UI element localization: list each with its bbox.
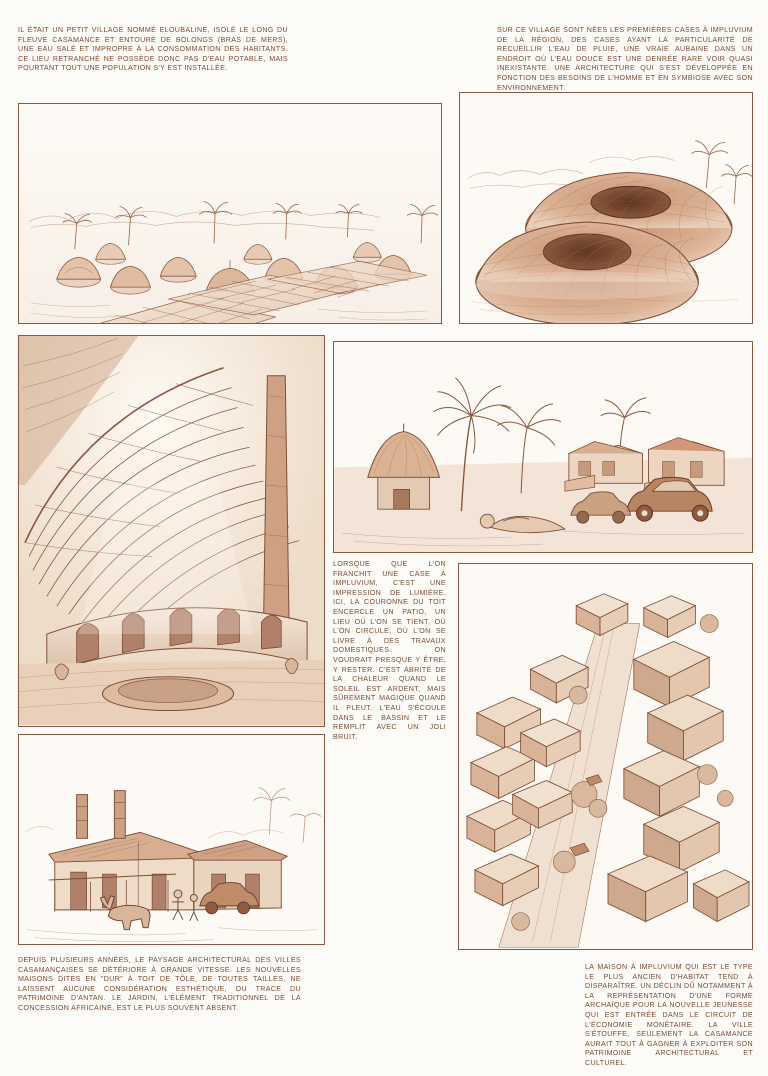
city-aerial-drawing <box>459 564 752 948</box>
panel-cases-impluvium <box>459 92 753 324</box>
bottom-right-text: LA MAISON À IMPLUVIUM QUI EST LE TYPE LE PLUS ANCIEN D'HABITAT TEND À DISPARAÎTRE. UN DÉCLIN DÛ NOTAMMENT À LA REPRÉSENTATION D'UNE FORME ARCHAÏQUE POUR LA NOUVELLE JEUNESSE QUI EST ENTRÉE DANS LE CIRCUIT DE L'ÉCONOMIE MONÉTAIRE. LA VILLE S'ÉTOUFFE, SEULEMENT LA CASAMANCE AURAIT TOUT À GAGNER À EXPLOITER SON PATRIMOINE ARCHITECTURAL ET CULTUREL. <box>585 963 753 1067</box>
panel-village-aerial <box>18 103 442 324</box>
impluvium-interior-drawing <box>19 336 324 725</box>
market-street-drawing <box>19 735 324 945</box>
panel-market-street <box>18 734 325 945</box>
middle-column-text: LORSQUE QUE L'ON FRANCHIT UNE CASE À IMPLUVIUM, C'EST UNE IMPRESSION DE LUMIÈRE. ICI, LA COURONNE DU TOIT ENCERCLE UN PATIO, UN LIEU OÙ L'ON SE TIENT, OÙ L'ON CIRCULE, OÙ L'ON SE LIVRE À DES TRAVAUX DOMESTIQUES. ON VOUDRAIT PRESQUE Y ÊTRE, Y RESTER. C'EST ABRITÉ DE LA CHALEUR QUAND LE SOLEIL EST ARDENT, MAIS SÛREMENT MAGIQUE QUAND IL PLEUT. L'EAU S'ÉCOULE DANS LE BASSIN ET LE REMPLIT AVEC UN JOLI BRUIT. <box>333 560 446 741</box>
intro-right-text: SUR CE VILLAGE SONT NÉES LES PREMIÈRES CASES À IMPLUVIUM DE LA RÉGION, DES CASES AYANT LA PARTICULARITÉ DE RECUEILLIR L'EAU DE PLUIE, UNE VRAIE AUBAINE DANS UN ENDROIT OÙ L'EAU DOUCE EST UNE DENRÉE RARE VOIR QUASI INEXISTANTE. UNE ARCHITECTURE QUI S'EST DÉVELOPPÉE EN FONCTION DES BESOINS DE L'HOMME ET EN SYMBIOSE AVEC SON ENVIRONNEMENT. <box>497 26 753 92</box>
panel-city-aerial <box>458 563 753 950</box>
village-street-drawing <box>334 342 752 553</box>
panel-street-palms <box>333 341 753 553</box>
impluvium-huts-drawing <box>460 93 752 323</box>
panel-interior-patio <box>18 335 325 727</box>
intro-left-text: IL ÉTAIT UN PETIT VILLAGE NOMMÉ ELOUBALINE, ISOLÉ LE LONG DU FLEUVE CASAMANCE ET ENTOURÉ DE BOLONGS (BRAS DE MERS), UNE EAU SALÉ ET IMPROPRE À LA CONSOMMATION DES HABITANTS. CE LIEU RETRANCHÉ NE POSSÈDE DONC PAS D'EAU POTABLE, MAIS POURTANT TOUT UNE POPULATION S'Y EST INSTALLÉE. <box>18 26 288 73</box>
aerial-village-drawing <box>19 104 441 324</box>
bottom-left-text: DEPUIS PLUSIEURS ANNÉES, LE PAYSAGE ARCHITECTURAL DES VILLES CASAMANÇAISES SE DÉTÉRIORE À GRANDE VITESSE. LES NOUVELLES MAISONS DITES EN "DUR" À TOIT DE TÔLE, DE TOUTES TAILLES, NE LAISSENT AUCUNE CONSIDÉRATION ESTHÉTIQUE, OU TRACE DU PATRIMOINE D'ANTAN. LE JARDIN, L'ÉLÉMENT TRADITIONNEL DE LA CONCESSION AFRICAINE, EST LE PLUS SOUVENT ABSENT. <box>18 956 301 1012</box>
